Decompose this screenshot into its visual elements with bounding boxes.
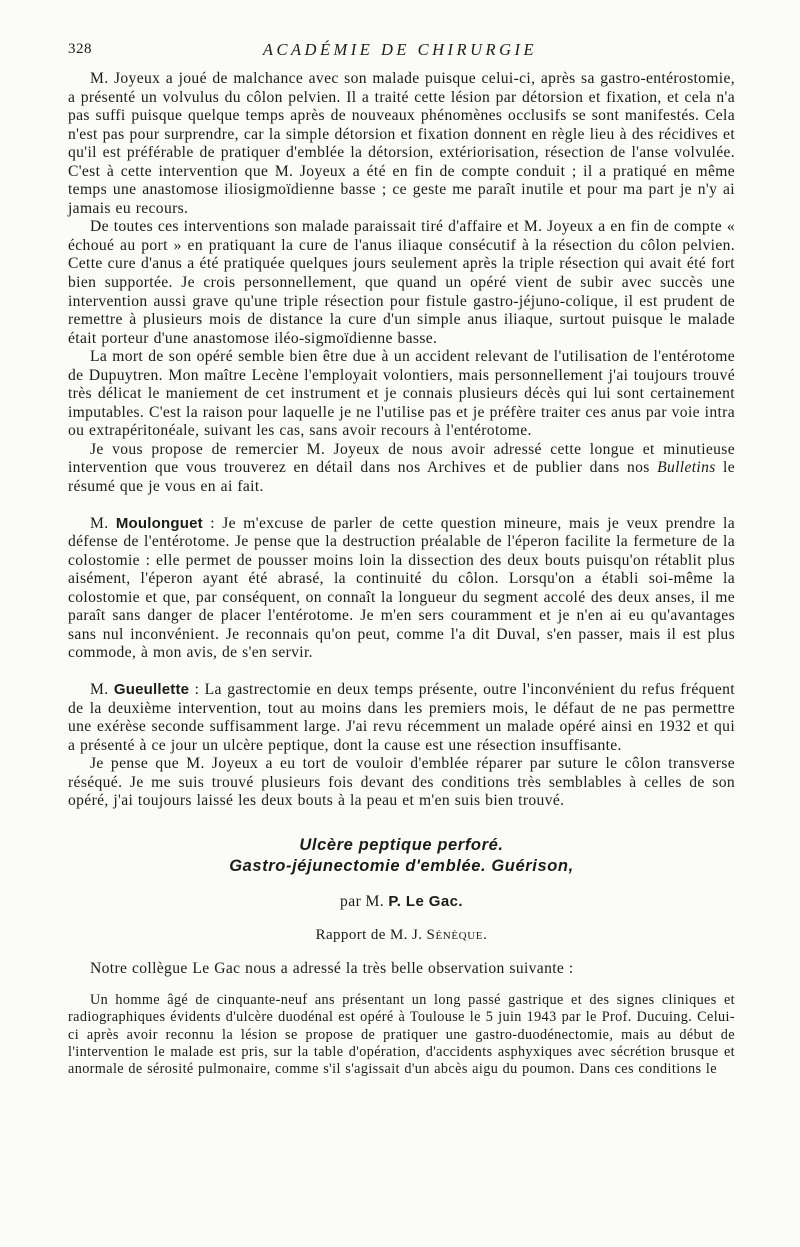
paragraph-anus-cure: De toutes ces interventions son malade paraissait tiré d'affaire et M. Joyeux a en fin de compte « échoué au port » en pratiquant la cure de l'anus iliaque consécutif à la résection du côlon pelvien. Cette cure d'anus a été pratiquée quelques jours seulement après la triple résection qui avait été fort bien supportée. Je crois personnellement, que quand un opéré vient de subir avec succès une intervention aussi grave qu'une triple résection pour fistule gastro-jéjuno-colique, il est prudent de remettre à plusieurs mois de distance la cure d'un simple anus iliaque, surtout puisque le malade était porteur d'une anastomose iléo-sigmoïdienne basse.: [68, 218, 735, 347]
case-report: [68, 992, 735, 1077]
article-title-line-2: Gastro-jéjunectomie d'emblée. Guérison,: [229, 856, 574, 875]
report-prefix: Rapport de M. J.: [315, 926, 427, 943]
speaker-gueullette: Gueullette: [113, 680, 190, 698]
paragraph-gueullette: [68, 681, 735, 755]
moulonguet-text: : Je m'excuse de parler de cette question mineure, mais je veux prendre la défense de l'entérotome. Je pense que la destruction préalable de l'éperon facilite la fermeture de la colostomie : elle permet de pousser moins loin la dissection des deux bouts puisqu'on rétablit plus aisément, l'éperon ayant été abrasé, la continuité du côlon. Lorsqu'on a établi soi-même la colostomie et que, par conséquent, on connaît la longueur du segment accolé des deux anses, il me paraît sans danger de placer l'entérotome. Je m'en sers couramment et je n'en ai eu qu'avantages sans nul inconvénient. Je reconnais qu'on peut, comme l'a dit Duval, s'en passer, mais il est plus commode, à mon avis, de s'en servir.: [68, 514, 735, 662]
article-title: [68, 835, 735, 877]
gueullette-text: : La gastrectomie en deux temps présente, outre l'inconvénient du refus fréquent de la deuxième intervention, tout au moins dans les premiers mois, le défaut de ne pas permettre une exérèse seconde suffisamment large. J'ai revu récemment un malade opéré ainsi en 1932 et qui a présenté à ce jour un ulcère peptique, dont la cause est une résection insuffisante.: [68, 680, 735, 754]
paragraph-case: Un homme âgé de cinquante-neuf ans présentant un long passé gastrique et des signes cliniques et radiographiques évidents d'ulcère duodénal est opéré à Toulouse le 5 juin 1943 par le Prof. Ducuing. Celui-ci après avoir reconnu la lésion se propose de pratiquer une gastro-duodénectomie, mais au début de l'intervention le malade est pris, sur la table d'opération, d'accidents asphyxiques avec sécrétion brusque et anormale de sérosité pulmonaire, comme s'il s'agissait d'un abcès aigu du poumon. Dans ces conditions le: [68, 992, 735, 1077]
paragraph-conclusion: [68, 441, 735, 497]
paragraph-intro: Notre collègue Le Gac nous a adressé la très belle observation suivante :: [90, 959, 574, 977]
bulletins-italic: Bulletins: [657, 459, 716, 477]
paragraph-enterotome-death: La mort de son opéré semble bien être due à un accident relevant de l'utilisation de l'entérotome de Dupuytren. Mon maître Lecène l'employait volontiers, mais personnellement j'ai toujours trouvé très délicat le maniement de cet instrument et je connais plusieurs décès qui lui sont certainement imputables. C'est la raison pour laquelle je ne l'utilise pas et je préfère traiter ces anus par voie intra ou extrapéritonéale, suivant les cas, sans avoir recours à l'entérotome.: [68, 348, 735, 440]
paragraph-gueullette-2: Je pense que M. Joyeux a eu tort de vouloir d'emblée réparer par suture le côlon transverse réséqué. Je me suis trouvé plusieurs fois devant des conditions très semblables à celles de son opéré, j'ai toujours laissé les deux bouts à la peau et m'en suis bien trouvé.: [68, 755, 735, 810]
page-number: 328: [68, 41, 92, 57]
conclusion-text-end: le résumé que je vous en ai fait.: [68, 459, 736, 496]
article-title-line-1: Ulcère peptique perforé.: [299, 835, 504, 854]
article-author: P. Le Gac.: [388, 892, 463, 910]
article-byline: [68, 893, 735, 911]
gueullette-prefix: M.: [90, 680, 114, 698]
page-header: [68, 41, 732, 63]
speaker-moulonguet: Moulonguet: [115, 514, 203, 532]
conclusion-text-start: Je vous propose de remercier M. Joyeux de nous avoir adressé cette longue et minutieuse intervention que vous trouverez en détail dans nos Archives et de publier dans nos: [68, 440, 735, 477]
page-body: [68, 70, 735, 1078]
moulonguet-prefix: M.: [90, 514, 116, 532]
report-author: Sénèque.: [426, 926, 488, 943]
paragraph-joyeux-volvulus: M. Joyeux a joué de malchance avec son malade puisque celui-ci, après sa gastro-entérostomie, a présenté un volvulus du côlon pelvien. Il a traité cette lésion par détorsion et fixation, et cela n'a pas suffi puisque quelque temps après de nouveaux phénomènes occlusifs se sont manifestés. Cela n'est pas pour surprendre, car la simple détorsion et fixation donnent en règle lieu à des récidives et qu'il est préférable de pratiquer d'emblée la détorsion, extériorisation, résection de l'anse volvulée. C'est à cette intervention que M. Joyeux a été en fin de compte conduit ; il a pratiqué en même temps une anastomose iliosigmoïdienne basse ; ce geste me paraît inutile et pour ma part je n'y ai jamais eu recours.: [68, 70, 735, 217]
byline-prefix: par M.: [340, 892, 389, 910]
paragraph-moulonguet: [68, 515, 735, 663]
report-line: [68, 927, 735, 944]
running-title: ACADÉMIE DE CHIRURGIE: [262, 40, 538, 59]
